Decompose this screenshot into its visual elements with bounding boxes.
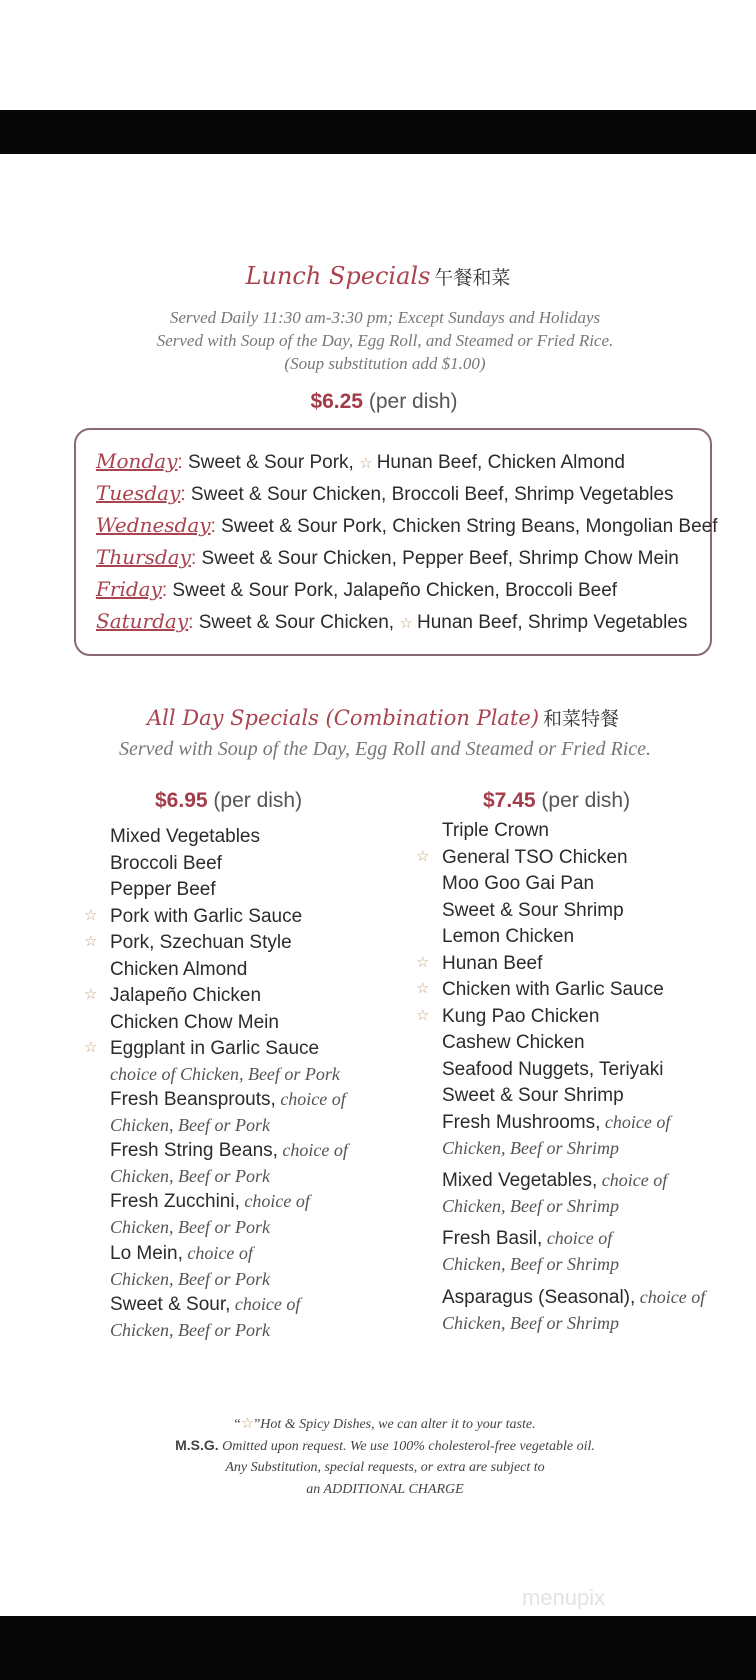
day-dishes: Sweet & Sour Pork, (188, 452, 360, 473)
menu-item-choice: Chicken, Beef or Shrimp (442, 1254, 619, 1274)
day-row-thursday (96, 542, 679, 572)
menu-item (110, 879, 216, 901)
menu-item-choice: choice of (635, 1287, 706, 1307)
menu-item-name: Asparagus (Seasonal), (442, 1287, 636, 1308)
star-icon: ☆ (84, 986, 98, 1003)
lunch-title-text: Lunch Specials (245, 262, 431, 290)
menu-item-choice: Chicken, Beef or Pork (110, 1269, 270, 1289)
lunch-note-soup: (Soup substitution add $1.00) (284, 354, 486, 373)
menu-item-name: Lemon Chicken (442, 926, 575, 947)
lunch-days-box (74, 428, 718, 656)
menu-item (416, 953, 543, 975)
footer-msg-note (0, 1437, 756, 1455)
lunch-notes (0, 306, 756, 375)
menu-item (442, 1138, 619, 1160)
menu-item (110, 1320, 270, 1342)
menu-item (110, 1217, 270, 1239)
menu-item (110, 1089, 346, 1111)
menu-item-choice: choice of (597, 1170, 668, 1190)
footer-substitution: Any Substitution, special requests, or extra are subject to (225, 1460, 545, 1475)
day-row-saturday (96, 606, 687, 636)
menu-item (442, 1313, 619, 1335)
day-colon: : (190, 548, 202, 569)
day-dishes-rest: Hunan Beef, Chicken Almond (376, 452, 625, 473)
menu-item (442, 820, 549, 842)
day-dishes: Sweet & Sour Pork, Jalapeño Chicken, Broccoli Beef (172, 580, 618, 601)
menu-item-name: Hunan Beef (442, 953, 543, 974)
menu-item-name: Sweet & Sour, (110, 1294, 231, 1315)
menu-item-name: Pork with Garlic Sauce (110, 906, 303, 927)
day-row-tuesday (96, 478, 674, 508)
menu-item-choice: choice of Chicken, Beef or Pork (110, 1064, 340, 1084)
footer-star-quote: “☆” (234, 1416, 261, 1432)
menu-item-name: Broccoli Beef (110, 853, 222, 874)
menu-item-choice: Chicken, Beef or Pork (110, 1320, 270, 1340)
menu-item (442, 1254, 619, 1276)
day-name: Monday (96, 449, 178, 473)
column-price-right (483, 789, 630, 813)
allday-note: Served with Soup of the Day, Egg Roll and Steamed or Fried Rice. (118, 738, 652, 760)
menu-item (84, 985, 262, 1007)
menu-item-name: Seafood Nuggets, Teriyaki (442, 1059, 664, 1080)
menu-item (110, 853, 222, 875)
day-colon: : (161, 580, 173, 601)
menu-item (416, 979, 664, 1001)
menu-item-choice: choice of (542, 1228, 613, 1248)
day-dishes-rest: Hunan Beef, Shrimp Vegetables (416, 612, 688, 633)
left-price-unit: (per dish) (213, 789, 303, 812)
day-colon: : (210, 516, 222, 537)
menu-item-name: Jalapeño Chicken (110, 985, 262, 1006)
day-dishes: Sweet & Sour Chicken, Pepper Beef, Shrimp Chow Mein (201, 548, 679, 569)
menu-item (110, 1064, 340, 1086)
allday-title-cn: 和菜特餐 (543, 708, 620, 730)
star-icon: ☆ (416, 954, 430, 971)
msg-label: M.S.G. (175, 1437, 219, 1453)
msg-note-text: Omitted upon request. We use 100% cholesterol-free vegetable oil. (222, 1439, 595, 1454)
star-icon: ☆ (416, 848, 430, 865)
menu-item-name: Sweet & Sour Shrimp (442, 1085, 624, 1106)
menu-item (442, 1059, 663, 1081)
menu-item (416, 1006, 600, 1028)
menu-item (442, 1032, 585, 1054)
menu-item-name: Chicken Almond (110, 959, 248, 980)
lunch-specials-title (0, 262, 756, 290)
day-name: Tuesday (96, 481, 181, 505)
menu-item (442, 873, 594, 895)
menu-item-name: Kung Pao Chicken (442, 1006, 600, 1027)
menu-item (416, 847, 628, 869)
menu-item-name: Fresh String Beans, (110, 1140, 278, 1161)
menu-item-choice: choice of (600, 1112, 671, 1132)
day-colon: : (188, 612, 199, 633)
menu-item-name: Triple Crown (442, 820, 549, 841)
star-icon: ☆ (416, 1007, 430, 1024)
menu-item-name: Fresh Mushrooms, (442, 1112, 601, 1133)
menu-item-choice: choice of (275, 1089, 346, 1109)
day-row-friday (96, 574, 617, 604)
day-colon: : (177, 452, 188, 473)
menu-item-name: Sweet & Sour Shrimp (442, 900, 624, 921)
menu-item (442, 1112, 670, 1134)
day-dishes: Sweet & Sour Pork, Chicken String Beans, Mongolian Beef (221, 516, 718, 537)
menu-item (110, 1166, 270, 1188)
star-icon: ☆ (240, 1416, 255, 1432)
menu-item-choice: choice of (182, 1243, 253, 1263)
lunch-note-served: Served with Soup of the Day, Egg Roll, and Steamed or Fried Rice. (156, 331, 614, 350)
watermark: menupix (522, 1585, 606, 1610)
menu-item (442, 900, 624, 922)
day-name: Thursday (96, 545, 191, 569)
menu-item-name: Chicken with Garlic Sauce (442, 979, 664, 1000)
menu-item-choice: Chicken, Beef or Shrimp (442, 1313, 619, 1333)
star-icon: ☆ (399, 615, 417, 632)
allday-specials-title (0, 704, 756, 731)
footer-charge: an ADDITIONAL CHARGE (306, 1482, 464, 1497)
menu-item-name: Pork, Szechuan Style (110, 932, 292, 953)
menu-item (110, 1012, 279, 1034)
menu-item-choice: choice of (230, 1294, 301, 1314)
menu-item-choice: Chicken, Beef or Pork (110, 1115, 270, 1135)
menu-item (84, 1038, 320, 1060)
menu-item-choice: choice of (239, 1191, 310, 1211)
menu-item-name: Mixed Vegetables (110, 826, 260, 847)
menu-item (110, 959, 247, 981)
menu-item (110, 1140, 348, 1162)
menu-item-name: Fresh Basil, (442, 1228, 543, 1249)
menu-item-name: Eggplant in Garlic Sauce (110, 1038, 320, 1059)
menu-item (442, 1228, 612, 1250)
day-colon: : (180, 484, 191, 505)
menu-item-choice: Chicken, Beef or Shrimp (442, 1196, 619, 1216)
menu-item (442, 1170, 667, 1192)
right-price-unit: (per dish) (541, 789, 631, 812)
allday-title-text: All Day Specials (Combination Plate) (146, 706, 540, 730)
menu-item (84, 906, 303, 928)
menu-item (442, 926, 574, 948)
left-price-value: $6.95 (155, 789, 208, 812)
day-name: Wednesday (96, 513, 211, 537)
menu-item (84, 932, 292, 954)
menu-item (110, 826, 260, 848)
bottom-black-bar (0, 1616, 756, 1680)
day-name: Friday (96, 577, 162, 601)
top-black-bar (0, 110, 756, 154)
footer-spicy-note (0, 1414, 756, 1433)
menu-item (110, 1191, 310, 1213)
star-icon: ☆ (84, 907, 98, 924)
star-icon: ☆ (84, 933, 98, 950)
menu-item-choice: choice of (277, 1140, 348, 1160)
menu-item-name: Fresh Zucchini, (110, 1191, 240, 1212)
star-icon: ☆ (84, 1039, 98, 1056)
day-dishes: Sweet & Sour Chicken, (198, 612, 400, 633)
menu-item-choice: Chicken, Beef or Pork (110, 1166, 270, 1186)
menu-item (442, 1287, 705, 1309)
menu-item-name: Pepper Beef (110, 879, 216, 900)
menu-item (110, 1243, 253, 1265)
right-price-value: $7.45 (483, 789, 536, 812)
menu-item-name: General TSO Chicken (442, 847, 628, 868)
lunch-price (0, 390, 756, 414)
lunch-note-hours: Served Daily 11:30 am-3:30 pm; Except Sundays and Holidays (169, 308, 601, 327)
menu-item-name: Fresh Beansprouts, (110, 1089, 276, 1110)
column-price-left (155, 789, 302, 813)
day-row-wednesday (96, 510, 718, 540)
lunch-price-unit: (per dish) (368, 390, 458, 413)
lunch-price-value: $6.25 (310, 390, 363, 413)
day-row-monday (96, 446, 625, 476)
menu-item-name: Moo Goo Gai Pan (442, 873, 595, 894)
menu-item-name: Lo Mein, (110, 1243, 183, 1264)
star-icon: ☆ (359, 455, 377, 472)
menu-item-name: Mixed Vegetables, (442, 1170, 598, 1191)
menu-item (110, 1115, 270, 1137)
day-dishes: Sweet & Sour Chicken, Broccoli Beef, Shrimp Vegetables (190, 484, 674, 505)
menu-item (110, 1269, 270, 1291)
menu-item-name: Cashew Chicken (442, 1032, 585, 1053)
menu-item (442, 1085, 624, 1107)
menu-item (442, 1196, 619, 1218)
menu-item-name: Chicken Chow Mein (110, 1012, 279, 1033)
day-name: Saturday (96, 609, 189, 633)
menu-item (110, 1294, 300, 1316)
menu-item-choice: Chicken, Beef or Pork (110, 1217, 270, 1237)
spicy-note-text: Hot & Spicy Dishes, we can alter it to your taste. (260, 1417, 536, 1432)
star-icon: ☆ (416, 980, 430, 997)
menu-item-choice: Chicken, Beef or Shrimp (442, 1138, 619, 1158)
lunch-title-cn: 午餐和菜 (434, 267, 511, 289)
